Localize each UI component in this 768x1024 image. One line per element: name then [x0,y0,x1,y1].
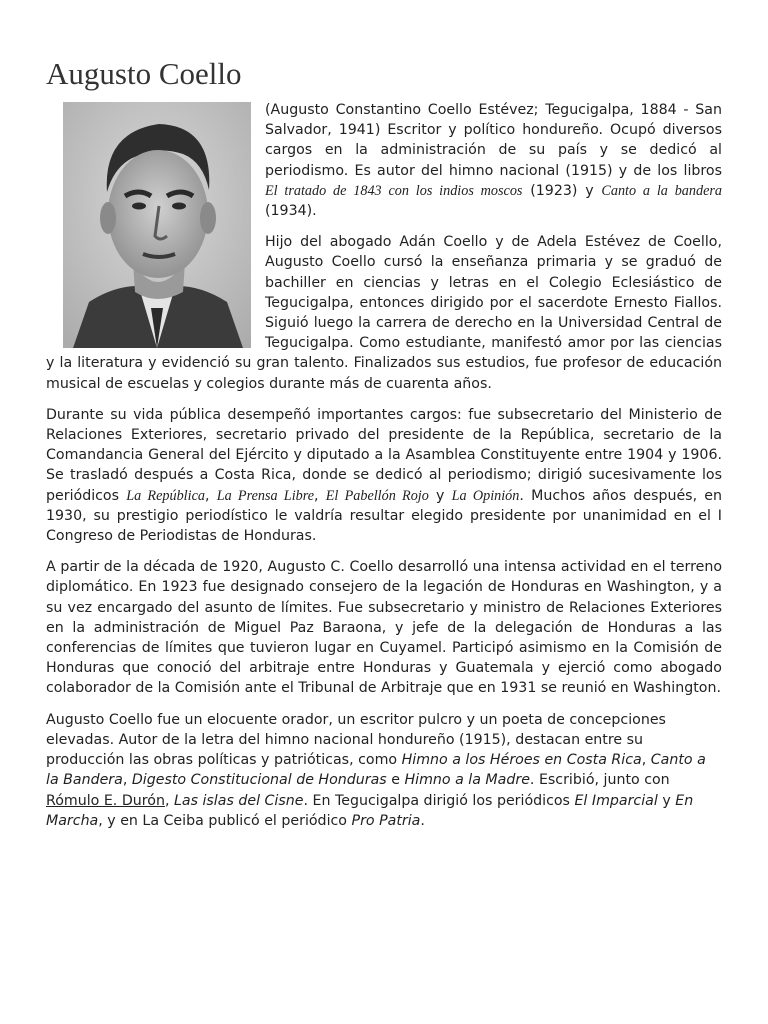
book-title-tratado: El tratado de 1843 con los indios moscos [265,182,523,199]
page-title: Augusto Coello [46,56,242,91]
paragraph-diplomacy: A partir de la década de 1920, Augusto C. Coello desarrolló una intensa actividad en el terreno diplomático. En 1923 fue designado consejero de la legación de Honduras en Washington, y a su vez encargado del asunto de límites. Fue subsecretario y ministro de Relaciones Exteriores en la administración de Miguel Paz Baraona, y jefe de la delegación de Honduras a las conferencias de límites que tuvieron lugar en Cuyamel. Participó asimismo en la Comisión de Honduras que conoció del arbitraje entre Honduras y Guatemala y ejerció como abogado colaborador de la Comisión ante el Tribunal de Arbitraje que en 1931 se reunió en Washington. [46,559,722,697]
book-title-canto: Canto a la bandera [601,182,722,199]
paragraph-intro: (Augusto Constantino Coello Estévez; Tegucigalpa, 1884 - San Salvador, 1941) Escritor y político hondureño. Ocupó diversos cargos en la administración de su país y se dedicó al periodismo. Es autor del himno nacional (1915) y de los libros El tratado de 1843 con los indios moscos (1923) y Canto a la bandera (1934). [265,102,722,220]
paragraph-public-life: Durante su vida pública desempeñó importantes cargos: fue subsecretario del Ministerio de Relaciones Exteriores, secretario privado del presidente de la República, secretario de la Comandancia General del Ejército y diputado a la Asamblea Constituyente entre 1904 y 1906. Se trasladó después a Costa Rica, donde se dedicó al periodismo; dirigió sucesivamente los periódicos La República, La Prensa Libre, El Pabellón Rojo y La Opinión. Muchos años después, en 1930, su prestigio periodístico le valdría resultar elegido presidente por unanimidad en el I Congreso de Periodistas de Honduras. [46,406,722,545]
link-romulo-duron[interactable]: Rómulo E. Durón [46,792,165,809]
paragraph-works: Augusto Coello fue un elocuente orador, un escritor pulcro y un poeta de concepciones elevadas. Autor de la letra del himno nacional hondureño (1915), destacan entre su producción las obras políticas y patrióticas, como Himno a los Héroes en Costa Rica, Canto a la Bandera, Digesto Constitucional de Honduras e Himno a la Madre. Escribió, junto con Rómulo E. Durón, Las islas del Cisne. En Tegucigalpa dirigió los periódicos El Imparcial y En Marcha, y en La Ceiba publicó el periódico Pro Patria. [46,711,706,829]
paragraph-early-life: Hijo del abogado Adán Coello y de Adela Estévez de Coello, Augusto Coello cursó la enseñanza primaria y se graduó de bachiller en ciencias y letras en el Colegio Eclesiástico de Tegucigalpa, entonces dirigido por el sacerdote Ernesto Fiallos. Siguió luego la carrera de derecho en la Universidad Central de Tegucigalpa. Como estudiante, manifestó amor por las ciencias y la literatura y evidenció su gran talento. Finalizados sus estudios, fue profesor de educación musical de escuelas y colegios durante más de cuarenta años. [46,234,722,392]
portrait-photo [63,102,251,348]
